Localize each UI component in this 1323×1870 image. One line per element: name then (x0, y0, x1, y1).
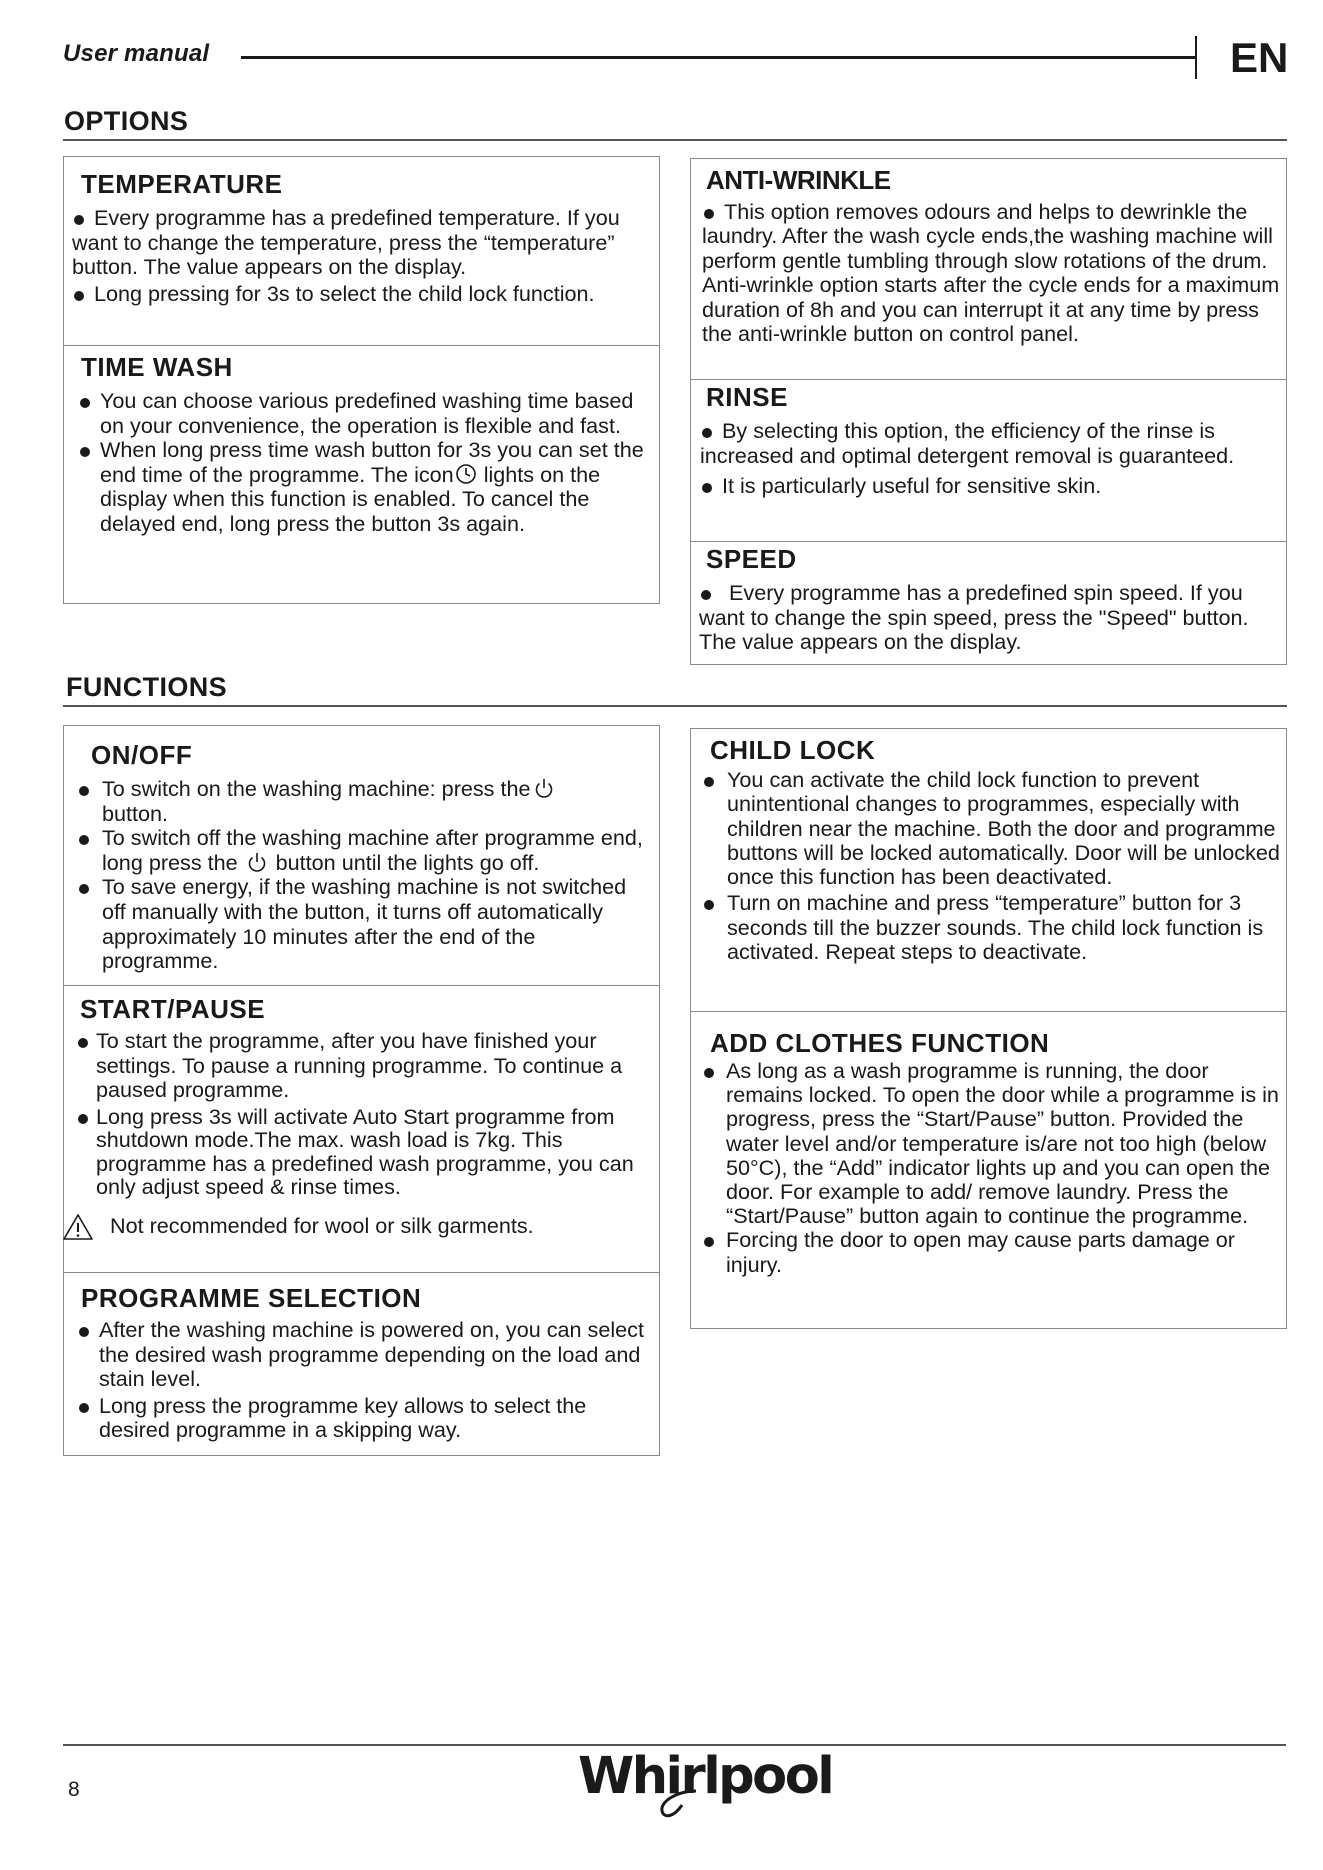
child-lock-box (690, 728, 1287, 1012)
on-off-bullet-1-text-b: button. (102, 800, 169, 826)
on-off-bullet-1-text-a: To switch on the washing machine: press the (102, 776, 531, 801)
add-clothes-bullet-1: As long as a wash programme is running, the door remains locked. To open the door while a programme is in progress, press the “Start/Pause” button. Provided the water level and/or temperature is/are not too high (below 50°C), the “Add” indicator lights up and you can open the door. For example to add/ remove laundry. Press the “Start/Pause” button again to continue the programme. (702, 1059, 1280, 1228)
child-lock-bullet-2: Turn on machine and press “temperature” button for 3 seconds till the buzzer sounds. The child lock function is activated. Repeat steps to deactivate. (702, 891, 1280, 964)
time-wash-bullet-2-text-b: lights on the display when this function is enabled. To cancel the delayed end, long press the button 3s again. (100, 461, 601, 536)
start-pause-bullet-1: To start the programme, after you have finished your settings. To pause a running programme. To continue a paused programme. (76, 1029, 653, 1103)
anti-wrinkle-title: ANTI-WRINKLE (706, 165, 891, 195)
child-lock-bullet-1: You can activate the child lock function to prevent unintentional changes to programmes, especially with children near the machine. Both the door and programme buttons will be locked automatically. Door will be unlocked once this function has been deactivated. (702, 768, 1280, 889)
power-icon (246, 851, 268, 873)
whirlpool-logo (574, 1745, 833, 1821)
add-clothes-title: ADD CLOTHES FUNCTION (710, 1028, 1050, 1058)
rinse-bullet-2: It is particularly useful for sensitive skin. (700, 474, 1280, 499)
speed-bullet-1: Every programme has a predefined spin speed. If you want to change the spin speed, press the "Speed" button. The value appears on the display. (699, 581, 1280, 655)
on-off-bullet-2 (77, 826, 653, 875)
functions-heading: FUNCTIONS (66, 672, 228, 702)
temperature-title: TEMPERATURE (81, 169, 283, 199)
start-pause-box (63, 985, 660, 1273)
programme-selection-title: PROGRAMME SELECTION (81, 1283, 422, 1313)
speed-box (690, 541, 1287, 665)
start-pause-title: START/PAUSE (80, 994, 266, 1024)
rinse-box (690, 379, 1287, 542)
options-rule (63, 139, 1287, 141)
temperature-box (63, 156, 660, 346)
on-off-bullet-2-text-b: button until the lights go off. (275, 849, 540, 875)
speed-title: SPEED (706, 544, 797, 574)
header-rule (241, 56, 1196, 59)
header-divider (1195, 36, 1197, 79)
language-code: EN (1230, 34, 1289, 81)
on-off-box (63, 725, 660, 986)
start-pause-bullet-2: Long press 3s will activate Auto Start programme from shutdown mode.The max. wash load is 7kg. This programme has a predefined wash programme, you can only adjust speed & rinse times. (76, 1105, 653, 1199)
warning-text: Not recommended for wool or silk garments. (110, 1213, 534, 1239)
temperature-bullet-2: Long pressing for 3s to select the child lock function. (72, 282, 653, 307)
programme-selection-box (63, 1272, 660, 1456)
logo-swirl-icon (574, 1745, 780, 1821)
time-wash-bullet-2-text-a: When long press time wash button for 3s you can set the end time of the programme. The icon (100, 437, 644, 487)
time-wash-box (63, 345, 660, 604)
on-off-bullet-1 (77, 777, 653, 826)
child-lock-title: CHILD LOCK (710, 735, 876, 765)
warning-icon (62, 1213, 94, 1241)
warning-note (62, 1213, 653, 1241)
add-clothes-box (690, 1011, 1287, 1329)
options-heading: OPTIONS (64, 106, 189, 136)
time-wash-bullet-2 (78, 438, 653, 536)
page-number: 8 (68, 1778, 80, 1801)
functions-rule (63, 705, 1287, 707)
anti-wrinkle-box (690, 158, 1287, 380)
timer-icon (455, 463, 477, 485)
anti-wrinkle-bullet-1: This option removes odours and helps to dewrinkle the laundry. After the wash cycle ends,the washing machine will perform gentle tumbling through slow rotations of the drum. Anti-wrinkle option starts after the cycle ends for a maximum duration of 8h and you can interrupt it at any time by press the anti-wrinkle button on control panel. (702, 200, 1284, 346)
temperature-bullet-1: Every programme has a predefined temperature. If you want to change the temperature, press the “temperature” button. The value appears on the display. (72, 206, 653, 280)
time-wash-bullet-1: You can choose various predefined washing time based on your convenience, the operation is flexible and fast. (78, 389, 653, 438)
logo-wordmark: Whirlpool (578, 1747, 833, 1806)
add-clothes-bullet-2: Forcing the door to open may cause parts damage or injury. (702, 1228, 1280, 1276)
time-wash-title: TIME WASH (81, 352, 233, 382)
header-title: User manual (63, 40, 210, 67)
rinse-bullet-1: By selecting this option, the efficiency of the rinse is increased and optimal detergent removal is guaranteed. (700, 419, 1280, 468)
rinse-title: RINSE (706, 382, 788, 412)
on-off-bullet-2-text-a: To switch off the washing machine after programme end, long press the (102, 825, 643, 875)
programme-selection-bullet-2: Long press the programme key allows to select the desired programme in a skipping way. (77, 1394, 653, 1443)
on-off-bullet-3: To save energy, if the washing machine is not switched off manually with the button, it turns off automatically approximately 10 minutes after the end of the programme. (77, 875, 653, 973)
on-off-title: ON/OFF (91, 740, 193, 770)
power-icon (533, 777, 555, 799)
programme-selection-bullet-1: After the washing machine is powered on, you can select the desired wash programme depending on the load and stain level. (77, 1318, 653, 1392)
